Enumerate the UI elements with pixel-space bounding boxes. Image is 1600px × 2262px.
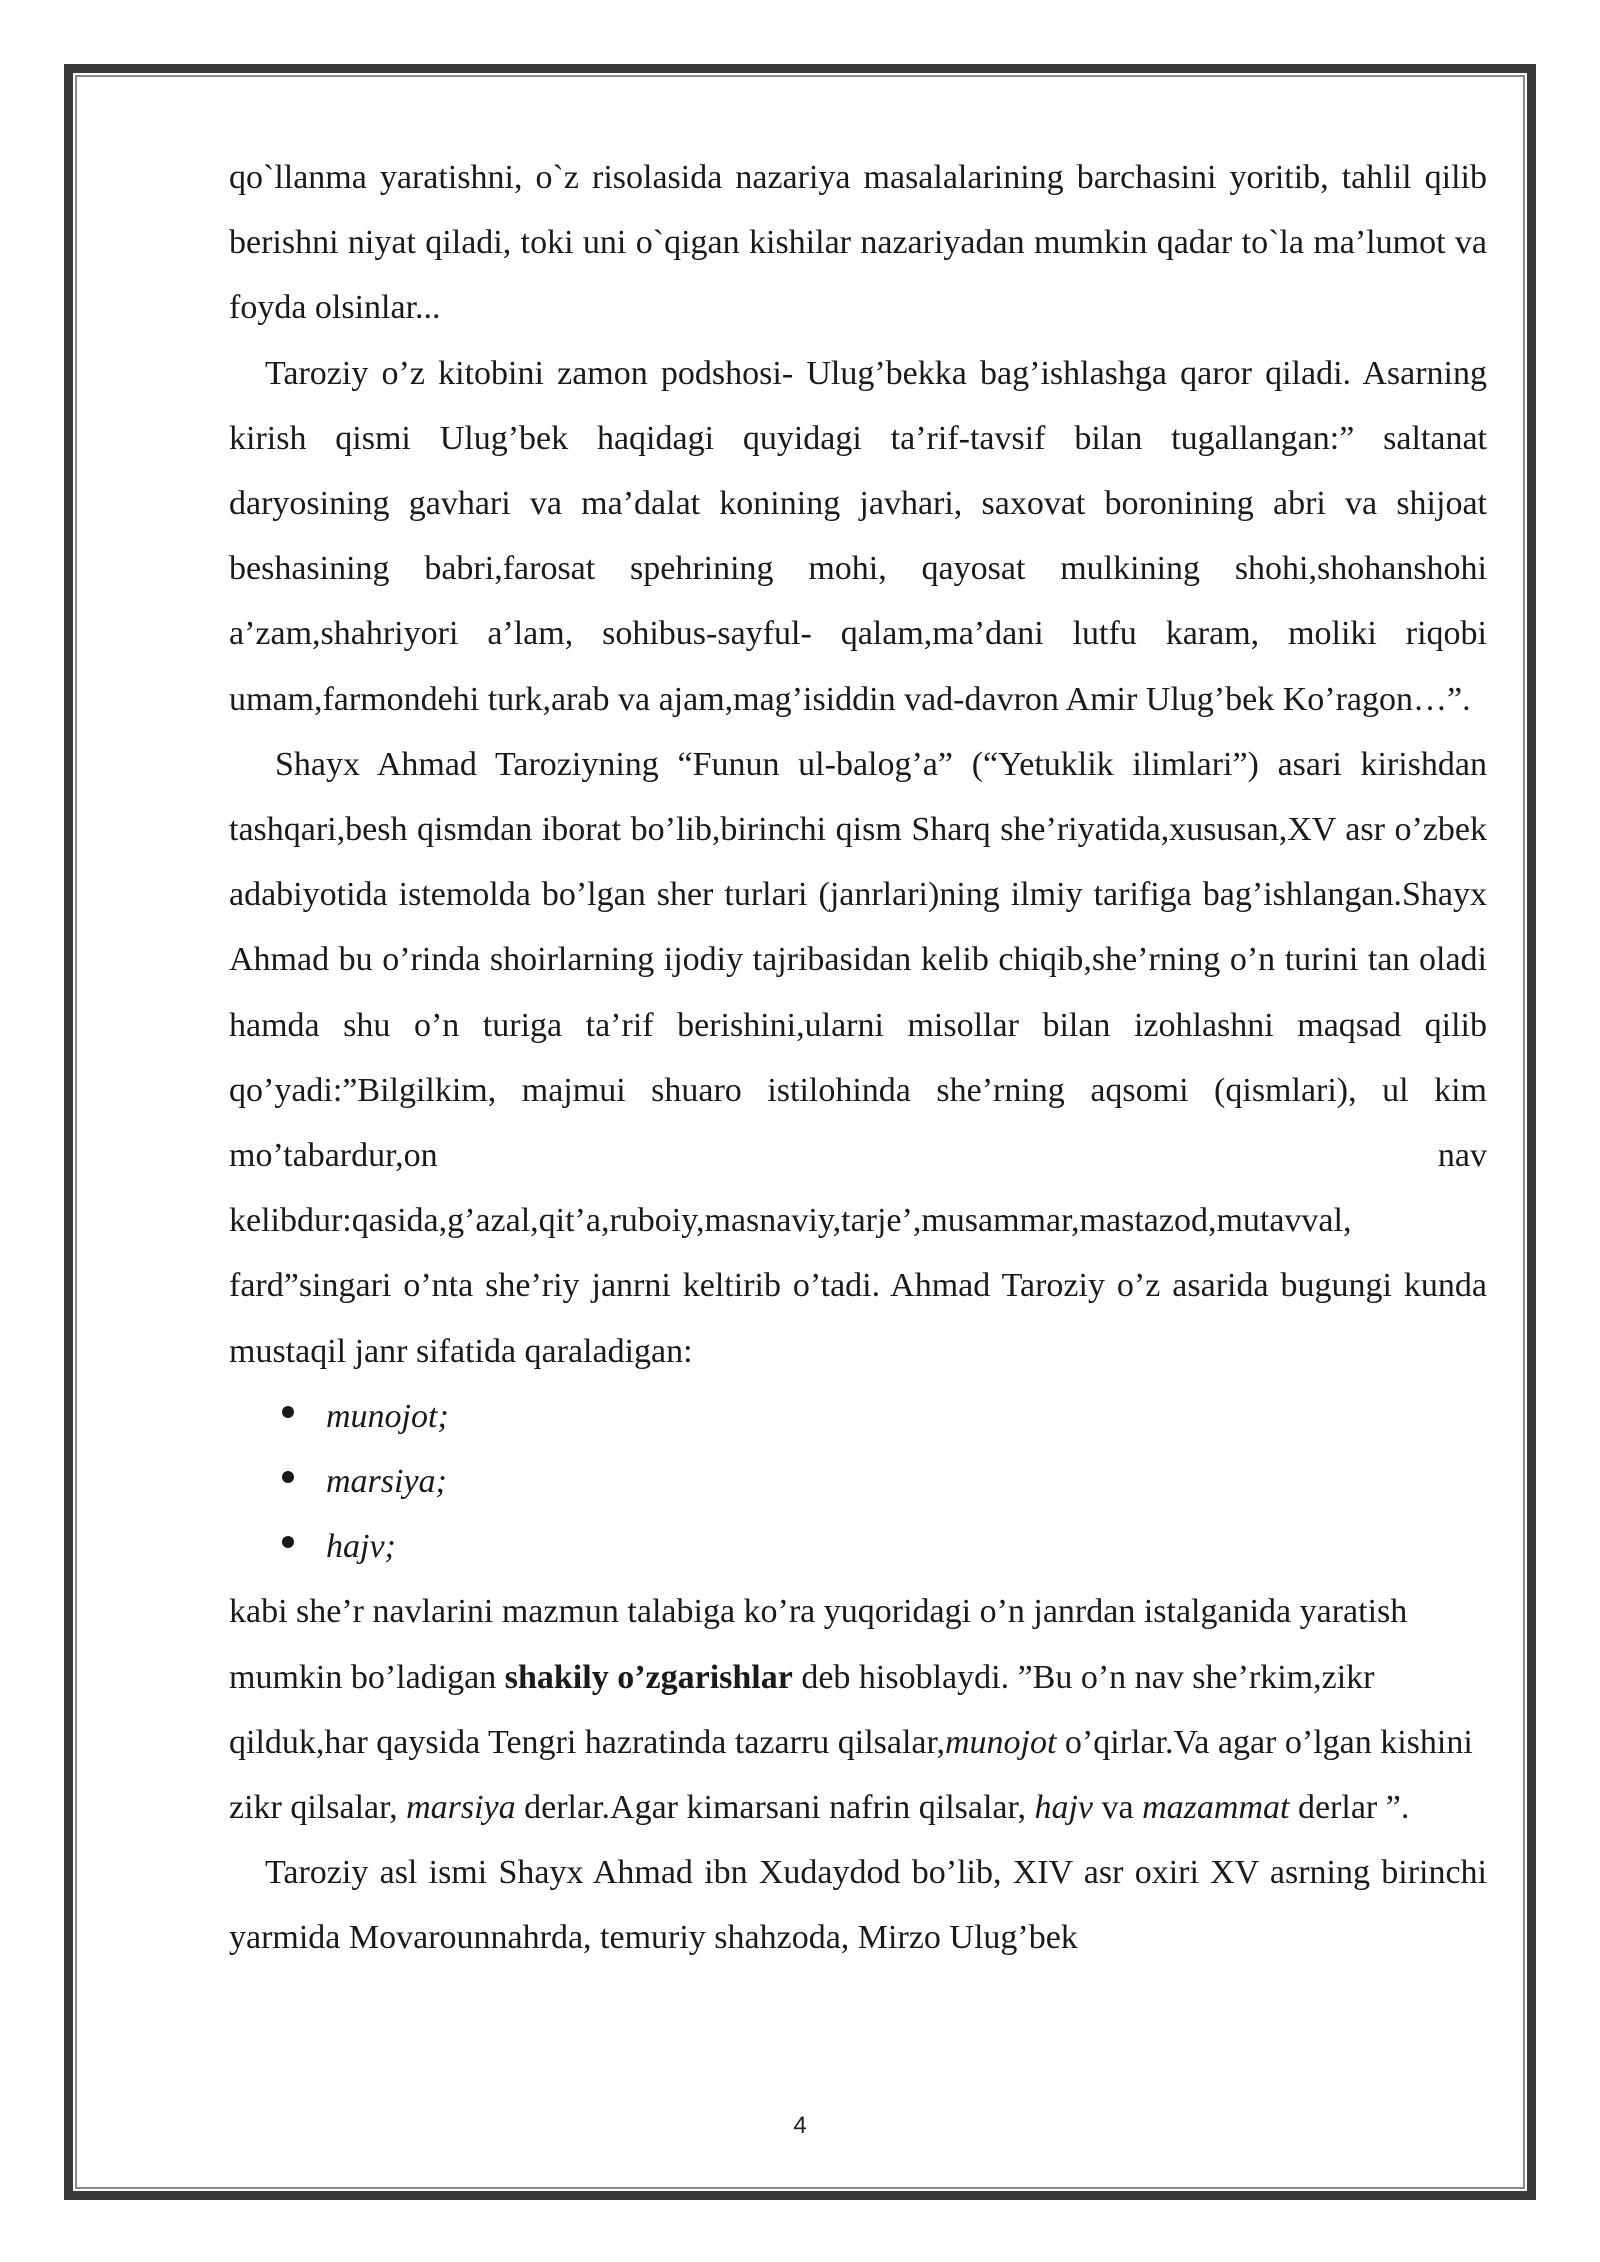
italic-term: mazammat [1142,1789,1290,1827]
list-item: hajv; [229,1514,1487,1579]
bullet-icon [282,1471,294,1483]
paragraph-3: Shayx Ahmad Taroziyning “Funun ul-balog’a” (“Yetuklik ilimlari”) asari kirishdan tashqari,besh qismdan iborat bo’lib,birinchi qism Sharq she’riyatida,xususan,XV asr o’zbek adabiyotida istemolda bo’lgan sher turlari (janrlari)ning ilmiy tarifiga bag’ishlangan.Shayx Ahmad bu o’rinda shoirlarning ijodiy tajribasidan kelib chiqib,she’rning o’n turini tan oladi hamda shu o’n turiga ta’rif berishini,ularni misollar bilan izohlashni maqsad qilib qo’yadi:”Bilgilkim, majmui shuaro istilohinda she’rning aqsomi (qismlari), ul kim mo’tabardur,on nav kelibdur:qasida,g’azal,qit’a,ruboiy,masnaviy,tarje’,musammar,mastazod,mutavval, fard”singari o’nta she’riy janrni keltirib o’tadi. Ahmad Taroziy o’z asarida bugungi kunda mustaqil janr sifatida qaraladigan: [229,745,1487,1370]
paragraph-4: kabi she’r navlarini mazmun talabiga ko’ra yuqoridagi o’n janrdan istalganida yaratish mumkin bo’ladigan shakily o’zgarishlar deb hisoblaydi. ”Bu o’n nav she’rkim,zikr qilduk,har qaysida Tengri hazratinda tazarru qilsalar,munojot o’qirlar.Va agar o’lgan kishini zikr qilsalar, marsiya derlar.Agar kimarsani nafrin qilsalar, hajv va mazammat derlar ”. [229,1593,1473,1827]
genre-list [229,1384,1487,1580]
italic-term: hajv [1034,1789,1094,1827]
page-number: 4 [793,2112,807,2139]
italic-term: munojot [944,1723,1057,1761]
bold-term: shakily o’zgarishlar [504,1658,793,1696]
bullet-icon [282,1406,294,1418]
document-body [229,145,1487,1971]
list-item: munojot; [229,1384,1487,1449]
italic-term: marsiya [406,1789,516,1827]
paragraph-2: Taroziy o’z kitobini zamon podshosi- Ulug’bekka bag’ishlashga qaror qiladi. Asarning kirish qismi Ulug’bek haqidagi quyidagi ta’rif-tavsif bilan tugallangan:” saltanat daryosining gavhari va ma’dalat konining javhari, saxovat boronining abri va shijoat beshasining babri,farosat spehrining mohi, qayosat mulkining shohi,shohanshohi a’zam,shahriyori a’lam, sohibus-sayful- qalam,ma’dani lutfu karam, moliki riqobi umam,farmondehi turk,arab va ajam,mag’isiddin vad-davron Amir Ulug’bek Ko’ragon…”. [229,354,1487,718]
paragraph-1: qo`llanma yaratishni, o`z risolasida nazariya masalalarining barchasini yoritib, tahlil qilib berishni niyat qiladi, toki uni o`qigan kishilar nazariyadan mumkin qadar to`la ma’lumot va foyda olsinlar... [229,159,1487,327]
list-item: marsiya; [229,1449,1487,1514]
bullet-icon [282,1536,294,1548]
paragraph-5: Taroziy asl ismi Shayx Ahmad ibn Xudaydod bo’lib, XIV asr oxiri XV asrning birinchi yarmida Movarounnahrda, temuriy shahzoda, Mirzo Ulug’bek [229,1854,1487,1957]
